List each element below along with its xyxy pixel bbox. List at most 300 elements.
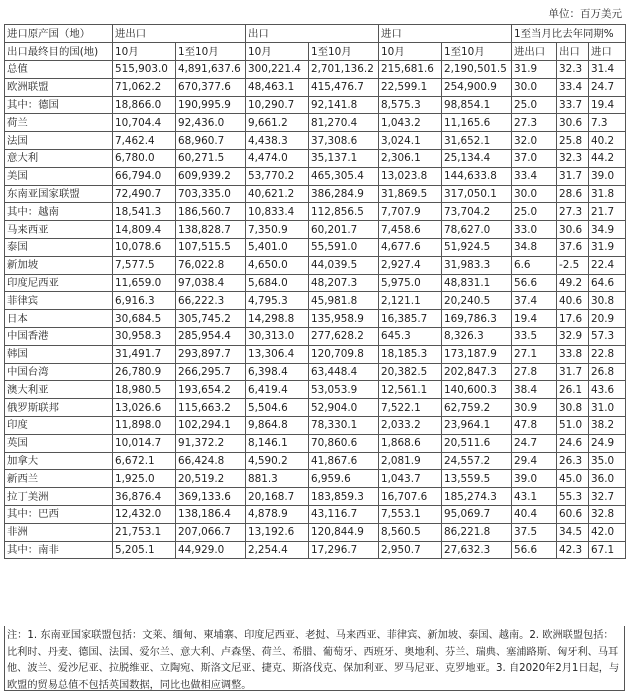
- table-cell: 14,298.8: [246, 310, 309, 328]
- table-cell: 102,294.1: [176, 416, 246, 434]
- table-cell: 30.9: [512, 399, 557, 417]
- table-cell: 31.7: [557, 363, 589, 381]
- table-row: [5, 274, 626, 292]
- row-label: 东南亚国家联盟: [5, 185, 113, 203]
- table-cell: 40.4: [512, 505, 557, 523]
- table-cell: 207,066.7: [176, 523, 246, 541]
- subcol-header: 1至10月: [309, 43, 379, 61]
- table-cell: 51,924.5: [442, 238, 512, 256]
- table-cell: 13,559.5: [442, 470, 512, 488]
- table-cell: 515,903.0: [113, 61, 176, 79]
- table-cell: 41,867.6: [309, 452, 379, 470]
- table-cell: 4,891,637.6: [176, 61, 246, 79]
- table-cell: 30,958.3: [113, 327, 176, 345]
- row-label: 中国台湾: [5, 363, 113, 381]
- table-cell: 30,313.0: [246, 327, 309, 345]
- table-row: [5, 96, 626, 114]
- table-cell: 14,809.4: [113, 221, 176, 239]
- table-cell: 186,560.7: [176, 203, 246, 221]
- row-label: 美国: [5, 167, 113, 185]
- table-cell: 37.6: [557, 238, 589, 256]
- table-cell: 24.9: [589, 434, 626, 452]
- table-cell: 98,854.1: [442, 96, 512, 114]
- row-label: 泰国: [5, 238, 113, 256]
- table-cell: 35.0: [589, 452, 626, 470]
- table-cell: 10,014.7: [113, 434, 176, 452]
- table-cell: 16,707.6: [379, 488, 442, 506]
- table-cell: 22.8: [589, 345, 626, 363]
- table-cell: 386,284.9: [309, 185, 379, 203]
- table-cell: 30.6: [557, 221, 589, 239]
- table-cell: 18,185.3: [379, 345, 442, 363]
- table-cell: 4,795.3: [246, 292, 309, 310]
- table-cell: 64.6: [589, 274, 626, 292]
- table-cell: 78,627.0: [442, 221, 512, 239]
- table-cell: 37,308.6: [309, 132, 379, 150]
- table-row: [5, 470, 626, 488]
- table-row: [5, 185, 626, 203]
- table-cell: 13,023.8: [379, 167, 442, 185]
- table-cell: 4,878.9: [246, 505, 309, 523]
- table-row: [5, 61, 626, 79]
- table-cell: 67.1: [589, 541, 626, 559]
- table-cell: 63,448.4: [309, 363, 379, 381]
- table-cell: 190,995.9: [176, 96, 246, 114]
- table-cell: 45.0: [557, 470, 589, 488]
- table-cell: 254,900.9: [442, 78, 512, 96]
- subcol-header: 10月: [379, 43, 442, 61]
- row-label: 中国香港: [5, 327, 113, 345]
- table-row: [5, 114, 626, 132]
- subcol-header: 进口: [589, 43, 626, 61]
- table-cell: 6.6: [512, 256, 557, 274]
- table-cell: 33.7: [557, 96, 589, 114]
- table-cell: 10,704.4: [113, 114, 176, 132]
- table-cell: 4,590.2: [246, 452, 309, 470]
- table-cell: 43.6: [589, 381, 626, 399]
- table-row: [5, 327, 626, 345]
- table-cell: 30,684.5: [113, 310, 176, 328]
- table-cell: 53,053.9: [309, 381, 379, 399]
- row-label: 新加坡: [5, 256, 113, 274]
- table-cell: 266,295.7: [176, 363, 246, 381]
- table-cell: 33.5: [512, 327, 557, 345]
- table-cell: 2,190,501.5: [442, 61, 512, 79]
- table-cell: 7.3: [589, 114, 626, 132]
- table-cell: 70,860.6: [309, 434, 379, 452]
- table-cell: 9,864.8: [246, 416, 309, 434]
- table-cell: 25,134.4: [442, 149, 512, 167]
- table-row: [5, 310, 626, 328]
- group-header-yoy: 1至当月比去年同期%: [512, 25, 626, 43]
- table-cell: 7,577.5: [113, 256, 176, 274]
- table-cell: 11,165.6: [442, 114, 512, 132]
- group-header-import: 进口: [379, 25, 512, 43]
- table-cell: 11,659.0: [113, 274, 176, 292]
- table-cell: 48,207.3: [309, 274, 379, 292]
- table-row: [5, 167, 626, 185]
- table-cell: 32.3: [557, 149, 589, 167]
- table-cell: 6,959.6: [309, 470, 379, 488]
- table-cell: 31,491.7: [113, 345, 176, 363]
- table-cell: 40,621.2: [246, 185, 309, 203]
- row-label: 新西兰: [5, 470, 113, 488]
- table-row: [5, 256, 626, 274]
- table-cell: 8,560.5: [379, 523, 442, 541]
- table-cell: 31.8: [589, 185, 626, 203]
- table-cell: 18,866.0: [113, 96, 176, 114]
- table-cell: 33.4: [557, 78, 589, 96]
- table-cell: 31,983.3: [442, 256, 512, 274]
- table-cell: 36,876.4: [113, 488, 176, 506]
- table-cell: 120,844.9: [309, 523, 379, 541]
- table-cell: 52,904.0: [309, 399, 379, 417]
- table-cell: 27.3: [512, 114, 557, 132]
- table-cell: 49.2: [557, 274, 589, 292]
- table-cell: 107,515.5: [176, 238, 246, 256]
- table-cell: 415,476.7: [309, 78, 379, 96]
- table-cell: 6,398.4: [246, 363, 309, 381]
- trade-table: [4, 24, 626, 559]
- table-cell: 32.7: [589, 488, 626, 506]
- table-cell: 12,432.0: [113, 505, 176, 523]
- table-cell: 215,681.6: [379, 61, 442, 79]
- table-cell: 39.0: [512, 470, 557, 488]
- table-cell: 317,050.1: [442, 185, 512, 203]
- table-cell: 31,652.1: [442, 132, 512, 150]
- table-cell: 20,382.5: [379, 363, 442, 381]
- table-cell: 73,704.2: [442, 203, 512, 221]
- table-cell: 6,780.0: [113, 149, 176, 167]
- table-row: [5, 292, 626, 310]
- table-cell: 112,856.5: [309, 203, 379, 221]
- header-row-2: [5, 43, 626, 61]
- group-header-trade: 进出口: [113, 25, 246, 43]
- table-cell: 12,561.1: [379, 381, 442, 399]
- table-cell: 2,081.9: [379, 452, 442, 470]
- table-cell: 34.8: [512, 238, 557, 256]
- table-cell: 2,950.7: [379, 541, 442, 559]
- table-row: [5, 452, 626, 470]
- table-cell: 26.8: [589, 363, 626, 381]
- table-cell: 43.1: [512, 488, 557, 506]
- table-row: [5, 203, 626, 221]
- table-cell: 33.4: [512, 167, 557, 185]
- row-label: 印度尼西亚: [5, 274, 113, 292]
- table-cell: 95,069.7: [442, 505, 512, 523]
- table-cell: 31.7: [557, 167, 589, 185]
- table-cell: 86,221.8: [442, 523, 512, 541]
- table-cell: 48,831.1: [442, 274, 512, 292]
- table-cell: 300,221.4: [246, 61, 309, 79]
- table-cell: 72,490.7: [113, 185, 176, 203]
- table-row: [5, 488, 626, 506]
- row-label: 澳大利亚: [5, 381, 113, 399]
- table-cell: 138,828.7: [176, 221, 246, 239]
- table-cell: 30.6: [557, 114, 589, 132]
- table-cell: 8,326.3: [442, 327, 512, 345]
- table-cell: 18,980.5: [113, 381, 176, 399]
- table-cell: 135,958.9: [309, 310, 379, 328]
- table-cell: 7,553.1: [379, 505, 442, 523]
- table-cell: 32.8: [589, 505, 626, 523]
- table-cell: 31.9: [512, 61, 557, 79]
- table-row: [5, 363, 626, 381]
- table-row: [5, 238, 626, 256]
- subcol-header: 1至10月: [176, 43, 246, 61]
- table-cell: 285,954.4: [176, 327, 246, 345]
- table-cell: 2,927.4: [379, 256, 442, 274]
- table-cell: 97,038.4: [176, 274, 246, 292]
- table-cell: 4,438.3: [246, 132, 309, 150]
- table-cell: 33.0: [512, 221, 557, 239]
- table-cell: 27.3: [557, 203, 589, 221]
- row-label: 荷兰: [5, 114, 113, 132]
- table-cell: 22.4: [589, 256, 626, 274]
- row-label: 菲律宾: [5, 292, 113, 310]
- row-label: 英国: [5, 434, 113, 452]
- table-row: [5, 416, 626, 434]
- header-row-1: [5, 25, 626, 43]
- row-label: 其中：越南: [5, 203, 113, 221]
- row-label: 意大利: [5, 149, 113, 167]
- table-row: [5, 434, 626, 452]
- row-label: 其中：德国: [5, 96, 113, 114]
- table-cell: 23,964.1: [442, 416, 512, 434]
- table-cell: 71,062.2: [113, 78, 176, 96]
- table-cell: 19.4: [512, 310, 557, 328]
- group-header-export: 出口: [246, 25, 379, 43]
- row-label: 印度: [5, 416, 113, 434]
- table-cell: 465,305.4: [309, 167, 379, 185]
- unit-label: 单位：百万美元: [548, 8, 622, 20]
- table-cell: 26,780.9: [113, 363, 176, 381]
- table-cell: 6,672.1: [113, 452, 176, 470]
- table-row: [5, 149, 626, 167]
- table-cell: 30.8: [557, 399, 589, 417]
- table-cell: 10,078.6: [113, 238, 176, 256]
- table-cell: 21,753.1: [113, 523, 176, 541]
- table-cell: 24.7: [589, 78, 626, 96]
- subcol-header: 10月: [246, 43, 309, 61]
- table-cell: 43,116.7: [309, 505, 379, 523]
- table-row: [5, 523, 626, 541]
- table-cell: 34.9: [589, 221, 626, 239]
- table-cell: 37.0: [512, 149, 557, 167]
- table-cell: 11,898.0: [113, 416, 176, 434]
- table-cell: 30.0: [512, 78, 557, 96]
- table-cell: 1,868.6: [379, 434, 442, 452]
- table-cell: 2,033.2: [379, 416, 442, 434]
- table-cell: 57.3: [589, 327, 626, 345]
- table-cell: 62,759.2: [442, 399, 512, 417]
- table-cell: 277,628.2: [309, 327, 379, 345]
- table-cell: 37.4: [512, 292, 557, 310]
- table-cell: 305,745.2: [176, 310, 246, 328]
- table-cell: 6,916.3: [113, 292, 176, 310]
- row-label: 非洲: [5, 523, 113, 541]
- row-label: 其中：巴西: [5, 505, 113, 523]
- table-row: [5, 345, 626, 363]
- row-label-header-2: 出口最终目的国(地): [5, 43, 113, 61]
- table-cell: 17,296.7: [309, 541, 379, 559]
- table-cell: 39.0: [589, 167, 626, 185]
- table-cell: 25.8: [557, 132, 589, 150]
- table-cell: 2,254.4: [246, 541, 309, 559]
- table-cell: 28.6: [557, 185, 589, 203]
- table-cell: 27.1: [512, 345, 557, 363]
- table-cell: 31,869.5: [379, 185, 442, 203]
- table-cell: 140,600.3: [442, 381, 512, 399]
- table-row: [5, 78, 626, 96]
- table-cell: 173,187.9: [442, 345, 512, 363]
- table-cell: 645.3: [379, 327, 442, 345]
- table-cell: 51.0: [557, 416, 589, 434]
- row-label: 韩国: [5, 345, 113, 363]
- table-cell: 30.0: [512, 185, 557, 203]
- table-cell: 44.2: [589, 149, 626, 167]
- table-cell: 20,240.5: [442, 292, 512, 310]
- table-cell: 92,141.8: [309, 96, 379, 114]
- table-cell: 32.9: [557, 327, 589, 345]
- table-cell: 24.6: [557, 434, 589, 452]
- table-cell: 7,458.6: [379, 221, 442, 239]
- table-cell: 31.9: [589, 238, 626, 256]
- table-cell: 42.3: [557, 541, 589, 559]
- table-cell: 369,133.6: [176, 488, 246, 506]
- table-cell: 7,707.9: [379, 203, 442, 221]
- table-cell: 31.0: [589, 399, 626, 417]
- table-cell: 2,306.1: [379, 149, 442, 167]
- row-label-header-1: 进口原产国（地）: [5, 25, 113, 43]
- table-cell: 193,654.2: [176, 381, 246, 399]
- table-cell: 42.0: [589, 523, 626, 541]
- table-cell: 5,205.1: [113, 541, 176, 559]
- table-cell: 45,981.8: [309, 292, 379, 310]
- table-cell: 17.6: [557, 310, 589, 328]
- table-cell: 27,632.3: [442, 541, 512, 559]
- table-cell: 55.3: [557, 488, 589, 506]
- table-cell: 25.0: [512, 96, 557, 114]
- row-label: 拉丁美洲: [5, 488, 113, 506]
- table-row: [5, 399, 626, 417]
- table-cell: 33.8: [557, 345, 589, 363]
- row-label: 其中：南非: [5, 541, 113, 559]
- row-label: 加拿大: [5, 452, 113, 470]
- subcol-header: 1至10月: [442, 43, 512, 61]
- subcol-header: 进出口: [512, 43, 557, 61]
- table-cell: 144,633.8: [442, 167, 512, 185]
- table-cell: 40.2: [589, 132, 626, 150]
- table-cell: 24.7: [512, 434, 557, 452]
- subcol-header: 出口: [557, 43, 589, 61]
- table-cell: 21.7: [589, 203, 626, 221]
- table-cell: 20,168.7: [246, 488, 309, 506]
- table-cell: 7,350.9: [246, 221, 309, 239]
- table-row: [5, 505, 626, 523]
- table-cell: 60,201.7: [309, 221, 379, 239]
- table-cell: 56.6: [512, 541, 557, 559]
- table-cell: 13,306.4: [246, 345, 309, 363]
- table-row: [5, 541, 626, 559]
- table-cell: 44,039.5: [309, 256, 379, 274]
- table-cell: 881.3: [246, 470, 309, 488]
- table-cell: 6,419.4: [246, 381, 309, 399]
- table-cell: 38.4: [512, 381, 557, 399]
- table-cell: 44,929.0: [176, 541, 246, 559]
- table-cell: 68,960.7: [176, 132, 246, 150]
- table-cell: 10,833.4: [246, 203, 309, 221]
- row-label: 欧洲联盟: [5, 78, 113, 96]
- table-row: [5, 132, 626, 150]
- table-cell: 30.8: [589, 292, 626, 310]
- table-cell: 24,557.2: [442, 452, 512, 470]
- table-cell: 1,925.0: [113, 470, 176, 488]
- table-cell: 22,599.1: [379, 78, 442, 96]
- row-label: 俄罗斯联邦: [5, 399, 113, 417]
- table-cell: 40.6: [557, 292, 589, 310]
- table-cell: 7,522.1: [379, 399, 442, 417]
- table-cell: 5,684.0: [246, 274, 309, 292]
- table-cell: 36.0: [589, 470, 626, 488]
- table-cell: 76,022.8: [176, 256, 246, 274]
- row-label: 马来西亚: [5, 221, 113, 239]
- table-cell: 8,146.1: [246, 434, 309, 452]
- table-cell: 8,575.3: [379, 96, 442, 114]
- table-cell: 703,335.0: [176, 185, 246, 203]
- table-cell: 66,222.3: [176, 292, 246, 310]
- table-cell: 35,137.1: [309, 149, 379, 167]
- table-cell: 91,372.2: [176, 434, 246, 452]
- table-cell: 56.6: [512, 274, 557, 292]
- table-cell: 32.3: [557, 61, 589, 79]
- table-cell: 5,975.0: [379, 274, 442, 292]
- row-label: 日本: [5, 310, 113, 328]
- row-label: 法国: [5, 132, 113, 150]
- table-cell: 185,274.3: [442, 488, 512, 506]
- table-cell: 32.0: [512, 132, 557, 150]
- table-cell: -2.5: [557, 256, 589, 274]
- table-cell: 55,591.0: [309, 238, 379, 256]
- table-cell: 78,330.1: [309, 416, 379, 434]
- table-cell: 60.6: [557, 505, 589, 523]
- table-cell: 16,385.7: [379, 310, 442, 328]
- table-cell: 13,192.6: [246, 523, 309, 541]
- table-cell: 1,043.7: [379, 470, 442, 488]
- footnotes: 注：1. 东南亚国家联盟包括：文莱、缅甸、柬埔寨、印度尼西亚、老挝、马来西亚、菲律宾、新加坡、泰国、越南。2. 欧洲联盟包括：比利时、丹麦、德国、法国、爱尔兰、意大利、卢森堡、荷兰、希腊、葡萄牙、西班牙、奥地利、芬兰、瑞典、塞浦路斯、匈牙利、马耳他、波兰、爱沙尼亚、拉脱维亚、立陶宛、斯洛文尼亚、捷克、斯洛伐克、保加利亚、罗马尼亚、克罗地亚。3. 自2020年2月1日起，与欧盟的贸易总值不包括英国数据，同比也做相应调整。: [4, 626, 625, 691]
- table-cell: 26.1: [557, 381, 589, 399]
- table-cell: 3,024.1: [379, 132, 442, 150]
- table-cell: 48,463.1: [246, 78, 309, 96]
- table-cell: 53,770.2: [246, 167, 309, 185]
- table-cell: 20.9: [589, 310, 626, 328]
- table-cell: 20,519.2: [176, 470, 246, 488]
- table-cell: 13,026.6: [113, 399, 176, 417]
- subcol-header: 10月: [113, 43, 176, 61]
- table-cell: 2,701,136.2: [309, 61, 379, 79]
- table-cell: 92,436.0: [176, 114, 246, 132]
- table-cell: 120,709.8: [309, 345, 379, 363]
- table-cell: 4,677.6: [379, 238, 442, 256]
- table-cell: 31.4: [589, 61, 626, 79]
- table-row: [5, 381, 626, 399]
- table-cell: 7,462.4: [113, 132, 176, 150]
- table-cell: 60,271.5: [176, 149, 246, 167]
- table-cell: 2,121.1: [379, 292, 442, 310]
- table-cell: 4,474.0: [246, 149, 309, 167]
- table-cell: 19.4: [589, 96, 626, 114]
- table-cell: 47.8: [512, 416, 557, 434]
